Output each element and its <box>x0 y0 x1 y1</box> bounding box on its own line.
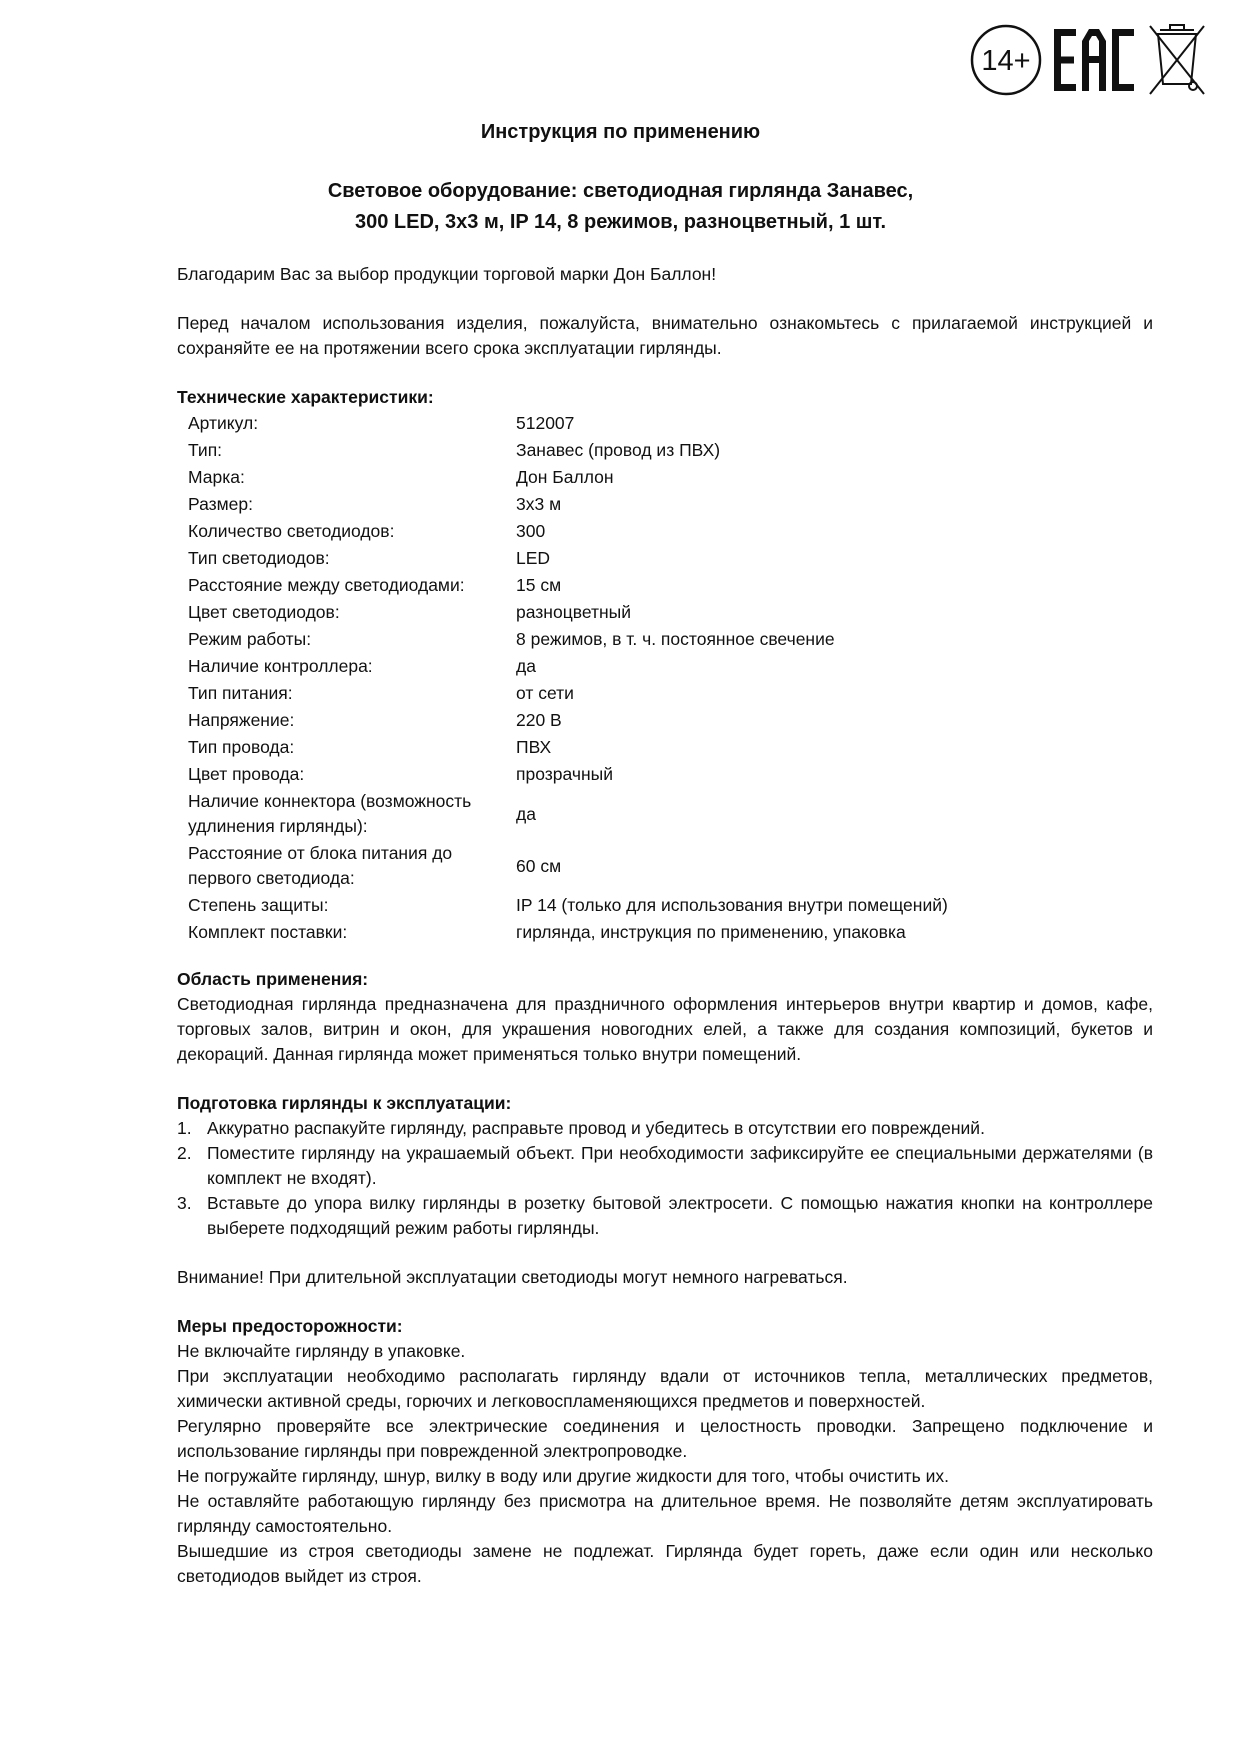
table-row <box>188 653 1116 680</box>
precaution-item: Не оставляйте работающую гирлянду без присмотра на длительное время. Не позволяйте детям эксплуатировать гирлянду самостоятельно. <box>177 1491 1153 1536</box>
list-item <box>177 1141 1153 1191</box>
table-row <box>188 734 1116 761</box>
spec-value: ПВХ <box>516 737 552 757</box>
thanks-paragraph: Благодарим Вас за выбор продукции торговой марки Дон Баллон! <box>177 264 717 284</box>
table-row <box>188 545 1116 572</box>
spec-value: 300 <box>516 521 546 541</box>
spec-label: Тип: <box>188 440 223 460</box>
table-row <box>188 491 1116 518</box>
table-row <box>188 840 1116 892</box>
spec-value: Занавес (провод из ПВХ) <box>516 440 721 460</box>
precaution-item: Регулярно проверяйте все электрические соединения и целостность проводки. Запрещено подключение и использование гирлянды при поврежденной электропроводке. <box>177 1416 1153 1461</box>
spec-value: LED <box>516 548 551 568</box>
preparation-steps <box>177 1116 1153 1241</box>
spec-value: разноцветный <box>516 602 631 622</box>
precaution-item: Вышедшие из строя светодиоды замене не подлежат. Гирлянда будет гореть, даже если один или несколько светодиодов выйдет из строя. <box>177 1541 1153 1586</box>
spec-label: Степень защиты: <box>188 895 329 915</box>
before-use-paragraph: Перед началом использования изделия, пожалуйста, внимательно ознакомьтесь с прилагаемой инструкцией и сохраняйте ее на протяжении всего срока эксплуатации гирлянды. <box>177 313 1153 358</box>
product-title <box>0 176 1241 238</box>
table-row <box>188 680 1116 707</box>
spec-label: Марка: <box>188 467 245 487</box>
precaution-item: Не погружайте гирлянду, шнур, вилку в воду или другие жидкости для того, чтобы очистить их. <box>177 1466 950 1486</box>
application-paragraph: Светодиодная гирлянда предназначена для праздничного оформления интерьеров внутри квартир и домов, кафе, торговых залов, витрин и окон, для украшения новогодних елей, а также для создания композиций, букетов и декораций. Данная гирлянда может применяться только внутри помещений. <box>177 994 1153 1064</box>
age-rating-text: 14+ <box>981 45 1031 77</box>
step-number: 2. <box>177 1143 192 1163</box>
age-rating-badge <box>968 22 1048 98</box>
spec-value: прозрачный <box>516 764 613 784</box>
table-row <box>188 464 1116 491</box>
table-row <box>188 437 1116 464</box>
spec-label: Тип провода: <box>188 737 295 757</box>
spec-value: 3х3 м <box>516 494 562 514</box>
spec-label: Количество светодиодов: <box>188 521 395 541</box>
list-item <box>177 1116 1153 1141</box>
spec-label: Тип светодиодов: <box>188 548 330 568</box>
spec-label: Расстояние между светодиодами: <box>188 575 465 595</box>
spec-label: Напряжение: <box>188 710 295 730</box>
precaution-item: Не включайте гирлянду в упаковке. <box>177 1341 466 1361</box>
specs-heading: Технические характеристики: <box>177 387 434 407</box>
spec-value: 220 В <box>516 710 562 730</box>
specs-table <box>188 410 1116 946</box>
spec-label: Комплект поставки: <box>188 922 348 942</box>
document-body <box>177 262 1153 1589</box>
step-text: Аккуратно распакуйте гирлянду, расправьте провод и убедитесь в отсутствии его повреждений. <box>207 1118 985 1138</box>
table-row <box>188 707 1116 734</box>
spec-value: 60 см <box>516 855 562 876</box>
spec-value: IP 14 (только для использования внутри помещений) <box>516 895 948 915</box>
table-row <box>188 761 1116 788</box>
spec-value: гирлянда, инструкция по применению, упаковка <box>516 922 906 942</box>
product-title-line-2: 300 LED, 3х3 м, IP 14, 8 режимов, разноцветный, 1 шт. <box>354 211 887 233</box>
spec-label: Артикул: <box>188 413 259 433</box>
product-title-line-1: Световое оборудование: светодиодная гирлянда Занавес, <box>327 180 914 202</box>
eac-mark <box>1052 25 1136 95</box>
list-item <box>177 1191 1153 1241</box>
preparation-heading: Подготовка гирлянды к эксплуатации: <box>177 1093 512 1113</box>
precautions-heading: Меры предосторожности: <box>177 1316 403 1336</box>
table-row <box>188 919 1116 946</box>
table-row <box>188 788 1116 840</box>
step-number: 3. <box>177 1193 192 1213</box>
spec-label: Режим работы: <box>188 629 312 649</box>
spec-value: 8 режимов, в т. ч. постоянное свечение <box>516 629 835 649</box>
spec-value: да <box>516 656 536 676</box>
table-row <box>188 410 1116 437</box>
table-row <box>188 518 1116 545</box>
table-row <box>188 572 1116 599</box>
step-text: Поместите гирлянду на украшаемый объект. При необходимости зафиксируйте ее специальными держателями (в комплект не входят). <box>207 1143 1153 1188</box>
spec-label: Цвет светодиодов: <box>188 602 340 622</box>
certification-marks <box>968 22 1208 98</box>
document-title: Инструкция по применению <box>480 121 761 143</box>
step-text: Вставьте до упора вилку гирлянды в розетку бытовой электросети. С помощью нажатия кнопки на контроллере выберете подходящий режим работы гирлянды. <box>207 1193 1153 1238</box>
spec-label: Тип питания: <box>188 683 293 703</box>
crossed-out-wheelie-bin-icon <box>1146 22 1208 98</box>
heating-warning: Внимание! При длительной эксплуатации светодиоды могут немного нагреваться. <box>177 1267 848 1287</box>
spec-label: Наличие коннектора (возможность удлинения гирлянды): <box>188 791 472 836</box>
spec-value: от сети <box>516 683 574 703</box>
application-heading: Область применения: <box>177 969 369 989</box>
spec-label: Размер: <box>188 494 254 514</box>
precaution-item: При эксплуатации необходимо располагать гирлянду вдали от источников тепла, металлических предметов, химически активной среды, горючих и легковоспламеняющихся предметов и поверхностей. <box>177 1366 1153 1411</box>
table-row <box>188 892 1116 919</box>
spec-value: 15 см <box>516 575 562 595</box>
table-row <box>188 599 1116 626</box>
spec-value: да <box>516 803 536 824</box>
spec-label: Расстояние от блока питания до первого светодиода: <box>188 843 453 888</box>
spec-label: Цвет провода: <box>188 764 305 784</box>
step-number: 1. <box>177 1118 192 1138</box>
spec-value: 512007 <box>516 413 575 433</box>
spec-value: Дон Баллон <box>516 467 614 487</box>
spec-label: Наличие контроллера: <box>188 656 373 676</box>
table-row <box>188 626 1116 653</box>
